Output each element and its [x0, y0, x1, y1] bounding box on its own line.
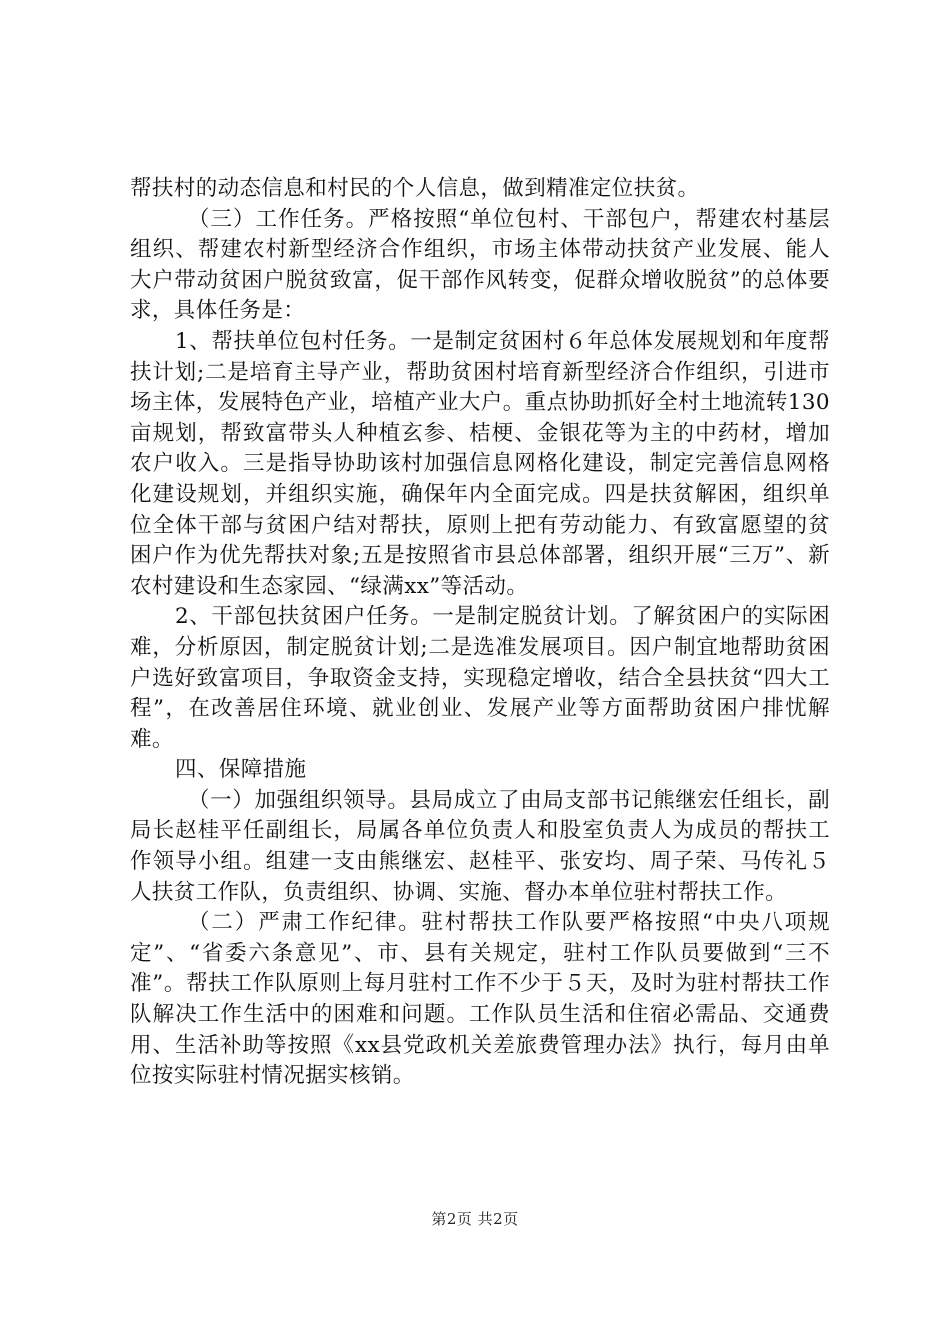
section-heading-safeguards: 四、保障措施 [175, 757, 307, 783]
page-footer: 第2页 共2页 [431, 1210, 519, 1228]
paragraph-cadre-household-tasks: 2、干部包扶贫困户任务。一是制定脱贫计划。了解贫困户的实际困难，分析原因，制定脱贫计划;二是选准发展项目。因户制宜地帮助贫困户选好致富项目，争取资金支持，实现稳定增收，结合全县扶贫“四大工程”，在改善居住环境、就业创业、发展产业等方面帮助贫困户排忧解难。 [130, 604, 830, 752]
paragraph-continuation: 帮扶村的动态信息和村民的个人信息，做到精准定位扶贫。 [130, 176, 700, 201]
paragraph-work-tasks: （三）工作任务。严格按照“单位包村、干部包户，帮建农村基层组织、帮建农村新型经济合作组织，市场主体带动扶贫产业发展、能人大户带动贫困户脱贫致富，促干部作风转变，促群众增收脱贫”的总体要求，具体任务是： [130, 206, 830, 324]
paragraph-organization-leadership: （一）加强组织领导。县局成立了由局支部书记熊继宏任组长，副局长赵桂平任副组长，局属各单位负责人和股室负责人为成员的帮扶工作领导小组。组建一支由熊继宏、赵桂平、张安均、周子荣、马传礼５人扶贫工作队，负责组织、协调、实施、督办本单位驻村帮扶工作。 [130, 787, 830, 905]
document-body [130, 174, 830, 1092]
paragraph-unit-village-tasks: 1、帮扶单位包村任务。一是制定贫困村６年总体发展规划和年度帮扶计划;二是培育主导产业，帮助贫困村培育新型经济合作组织，引进市场主体，发展特色产业，培植产业大户。重点协助抓好全村土地流转130亩规划，帮致富带头人种植玄参、桔梗、金银花等为主的中药材，增加农户收入。三是指导协助该村加强信息网格化建设，制定完善信息网格化建设规划，并组织实施，确保年内全面完成。四是扶贫解困，组织单位全体干部与贫困户结对帮扶，原则上把有劳动能力、有致富愿望的贫困户作为优先帮扶对象;五是按照省市县总体部署，组织开展“三万”、新农村建设和生态家园、“绿满xx”等活动。 [130, 328, 830, 599]
paragraph-work-discipline: （二）严肃工作纪律。驻村帮扶工作队要严格按照“中央八项规定”、“省委六条意见”、市、县有关规定，驻村工作队员要做到“三不准”。帮扶工作队原则上每月驻村工作不少于５天，及时为驻村帮扶工作队解决工作生活中的困难和问题。工作队员生活和住宿必需品、交通费用、生活补助等按照《xx县党政机关差旅费管理办法》执行，每月由单位按实际驻村情况据实核销。 [130, 910, 830, 1089]
